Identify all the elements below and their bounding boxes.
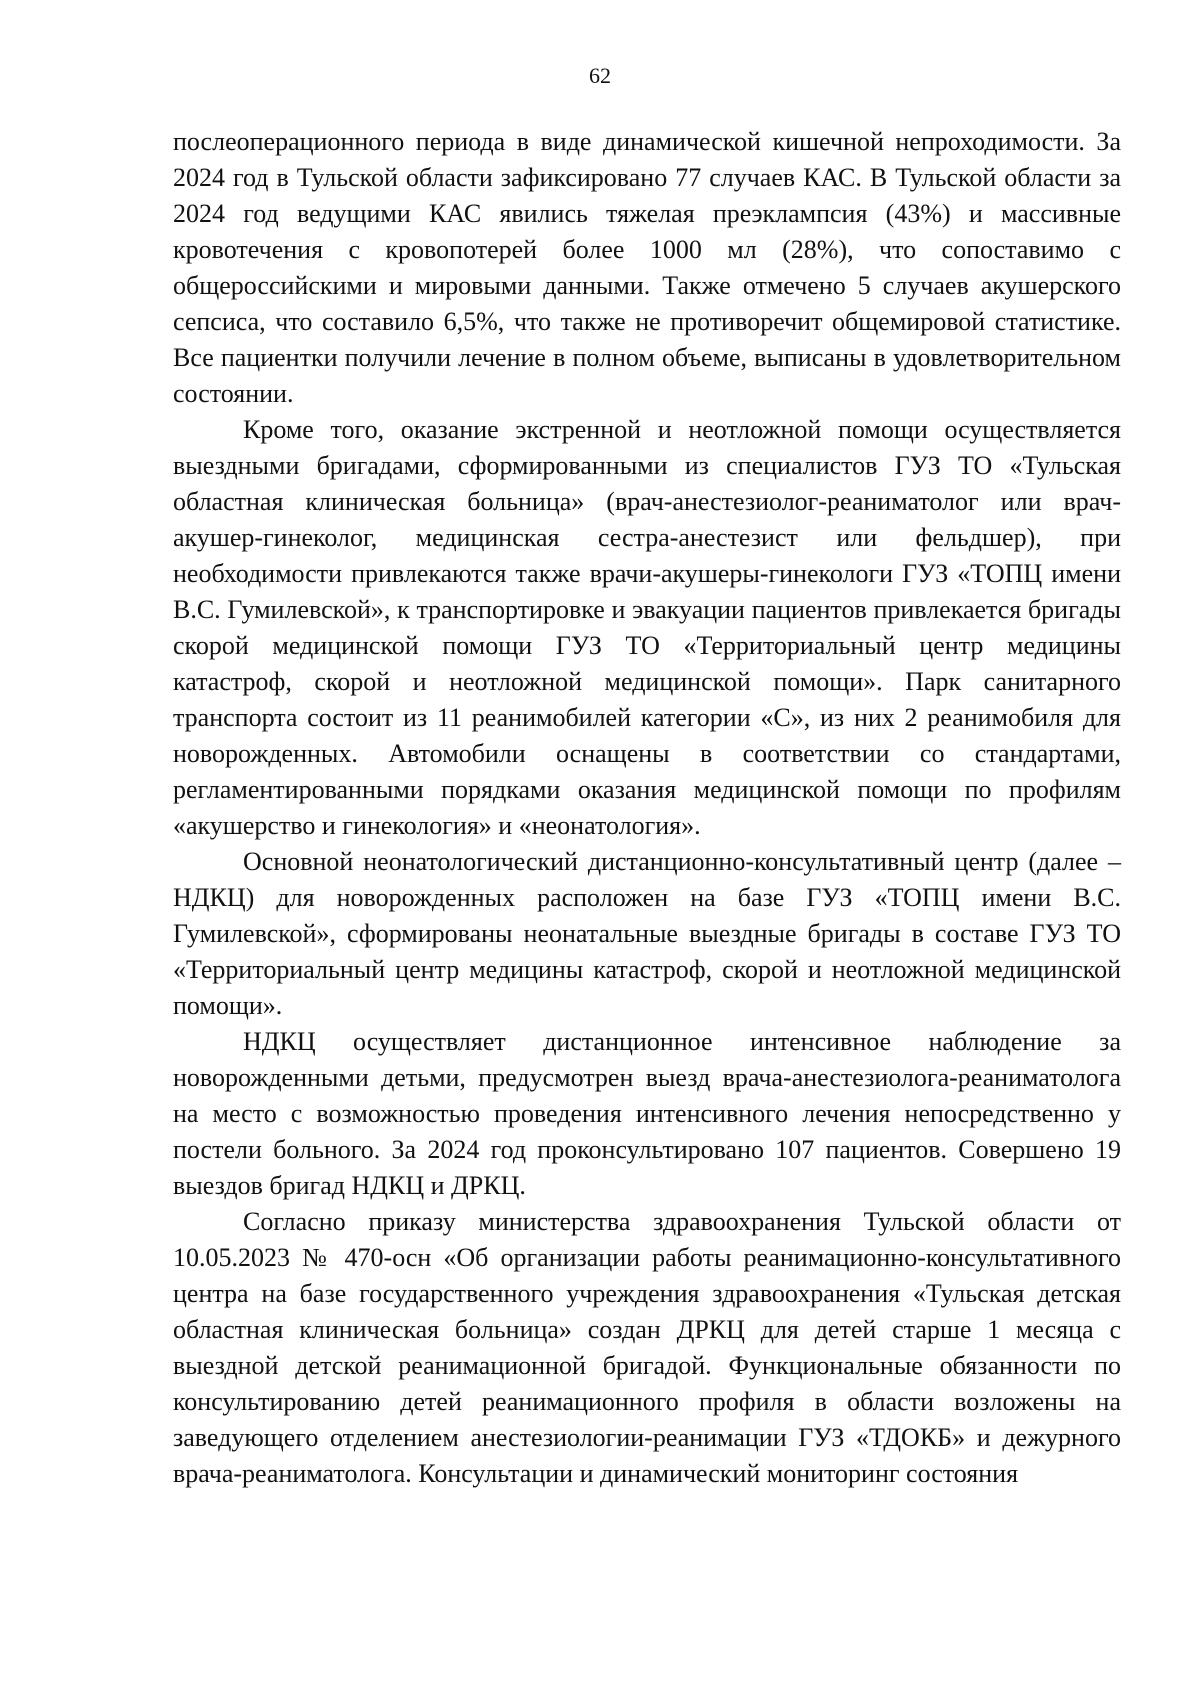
paragraph-2: Кроме того, оказание экстренной и неотложной помощи осуществляется выездными бригадами, сформированными из специалистов ГУЗ ТО «Тульская областная клиническая больница» (врач-анестезиолог-реаниматолог или врач-акушер-гинеколог, медицинская сестра-анестезист или фельдшер), при необходимости привлекаются также врачи-акушеры-гинекологи ГУЗ «ТОПЦ имени В.С. Гумилевской», к транспортировке и эвакуации пациентов привлекается бригады скорой медицинской помощи ГУЗ ТО «Территориальный центр медицины катастроф, скорой и неотложной медицинской помощи». Парк санитарного транспорта состоит из 11 реанимобилей категории «С», из них 2 реанимобиля для новорожденных. Автомобили оснащены в соответствии со стандартами, регламентированными порядками оказания медицинской помощи по профилям «акушерство и гинекология» и «неонатология». <box>173 415 1121 840</box>
paragraph-4: НДКЦ осуществляет дистанционное интенсивное наблюдение за новорожденными детьми, предусмотрен выезд врача-анестезиолога-реаниматолога на место с возможностью проведения интенсивного лечения непосредственно у постели больного. За 2024 год проконсультировано 107 пациентов. Совершено 19 выездов бригад НДКЦ и ДРКЦ. <box>173 1027 1121 1200</box>
page-number: 62 <box>589 63 611 88</box>
paragraph-1: послеоперационного периода в виде динамической кишечной непроходимости. За 2024 год в Тульской области зафиксировано 77 случаев КАС. В Тульской области за 2024 год ведущими КАС явились тяжелая преэклампсия (43%) и массивные кровотечения с кровопотерей более 1000 мл (28%), что сопоставимо с общероссийскими и мировыми данными. Также отмечено 5 случаев акушерского сепсиса, что составило 6,5%, что также не противоречит общемировой статистике. Все пациентки получили лечение в полном объеме, выписаны в удовлетворительном состоянии. <box>173 127 1121 408</box>
body-text <box>173 124 1121 1492</box>
paragraph-5: Согласно приказу министерства здравоохранения Тульской области от 10.05.2023 № 470-осн «Об организации работы реанимационно-консультативного центра на базе государственного учреждения здравоохранения «Тульская детская областная клиническая больница» создан ДРКЦ для детей старше 1 месяца с выездной детской реанимационной бригадой. Функциональные обязанности по консультированию детей реанимационного профиля в области возложены на заведующего отделением анестезиологии-реанимации ГУЗ «ТДОКБ» и дежурного врача-реаниматолога. Консультации и динамический мониторинг состояния <box>173 1207 1121 1488</box>
paragraph-3: Основной неонатологический дистанционно-консультативный центр (далее – НДКЦ) для новорожденных расположен на базе ГУЗ «ТОПЦ имени В.С. Гумилевской», сформированы неонатальные выездные бригады в составе ГУЗ ТО «Территориальный центр медицины катастроф, скорой и неотложной медицинской помощи». <box>173 847 1121 1020</box>
